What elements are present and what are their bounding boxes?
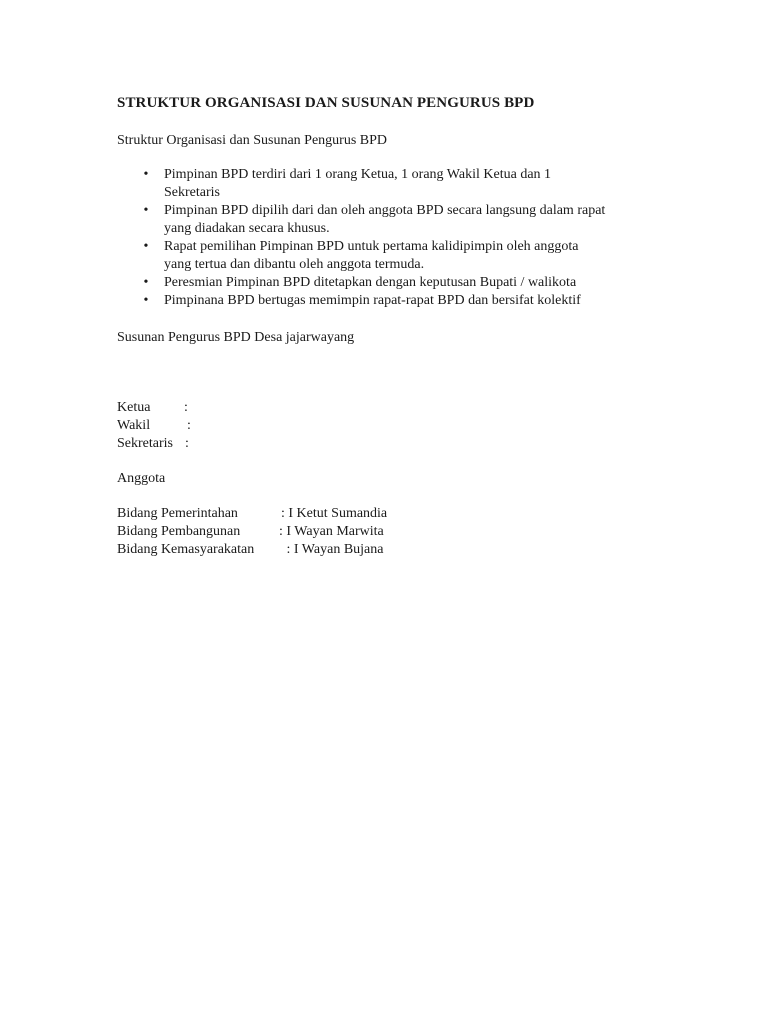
officer-row-sekretaris <box>117 435 677 453</box>
list-item-line: Peresmian Pimpinan BPD ditetapkan dengan keputusan Bupati / walikota <box>164 275 577 290</box>
document-title: STRUKTUR ORGANISASI DAN SUSUNAN PENGURUS BPD <box>117 95 535 111</box>
list-item-line: Pimpinan BPD terdiri dari 1 orang Ketua, 1 orang Wakil Ketua dan 1 <box>164 167 552 182</box>
member-list <box>117 505 677 559</box>
list-item <box>117 202 677 238</box>
list-item-line: yang tertua dan dibantu oleh anggota termuda. <box>164 257 425 272</box>
officer-label: Ketua <box>117 400 151 415</box>
officer-row-ketua <box>117 399 677 417</box>
bullet-icon: • <box>143 167 149 182</box>
member-value: : I Wayan Bujana <box>283 542 384 557</box>
bullet-icon: • <box>143 203 149 218</box>
list-item-line: yang diadakan secara khusus. <box>164 221 330 236</box>
member-value: : I Wayan Marwita <box>279 524 384 539</box>
list-item <box>117 166 677 202</box>
list-item-line: Pimpinan BPD dipilih dari dan oleh anggota BPD secara langsung dalam rapat <box>164 203 606 218</box>
member-field: Bidang Pembangunan <box>117 524 241 539</box>
anggota-heading: Anggota <box>117 471 166 486</box>
officer-separator: : <box>184 400 188 415</box>
document-subtitle: Struktur Organisasi dan Susunan Pengurus BPD <box>117 133 388 148</box>
member-value: : I Ketut Sumandia <box>281 506 388 521</box>
list-item <box>117 238 677 274</box>
member-row <box>117 505 677 523</box>
member-row <box>117 541 677 559</box>
officer-row-wakil <box>117 417 677 435</box>
officer-list <box>117 399 677 453</box>
list-item-line: Pimpinana BPD bertugas memimpin rapat-rapat BPD dan bersifat kolektif <box>164 293 581 308</box>
bullet-icon: • <box>143 239 149 254</box>
bullet-list <box>117 166 677 310</box>
list-item-line: Rapat pemilihan Pimpinan BPD untuk pertama kalidipimpin oleh anggota <box>164 239 579 254</box>
document-content <box>117 93 677 559</box>
officer-label: Wakil <box>117 418 151 433</box>
member-row <box>117 523 677 541</box>
officer-label: Sekretaris <box>117 436 173 451</box>
officer-separator: : <box>187 418 191 433</box>
list-item <box>117 274 677 292</box>
list-item <box>117 292 677 310</box>
member-field: Bidang Pemerintahan <box>117 506 238 521</box>
susunan-heading: Susunan Pengurus BPD Desa jajarwayang <box>117 330 355 345</box>
bullet-icon: • <box>143 293 149 308</box>
bullet-icon: • <box>143 275 149 290</box>
officer-separator: : <box>185 436 189 451</box>
list-item-line: Sekretaris <box>164 185 220 200</box>
member-field: Bidang Kemasyarakatan <box>117 542 255 557</box>
